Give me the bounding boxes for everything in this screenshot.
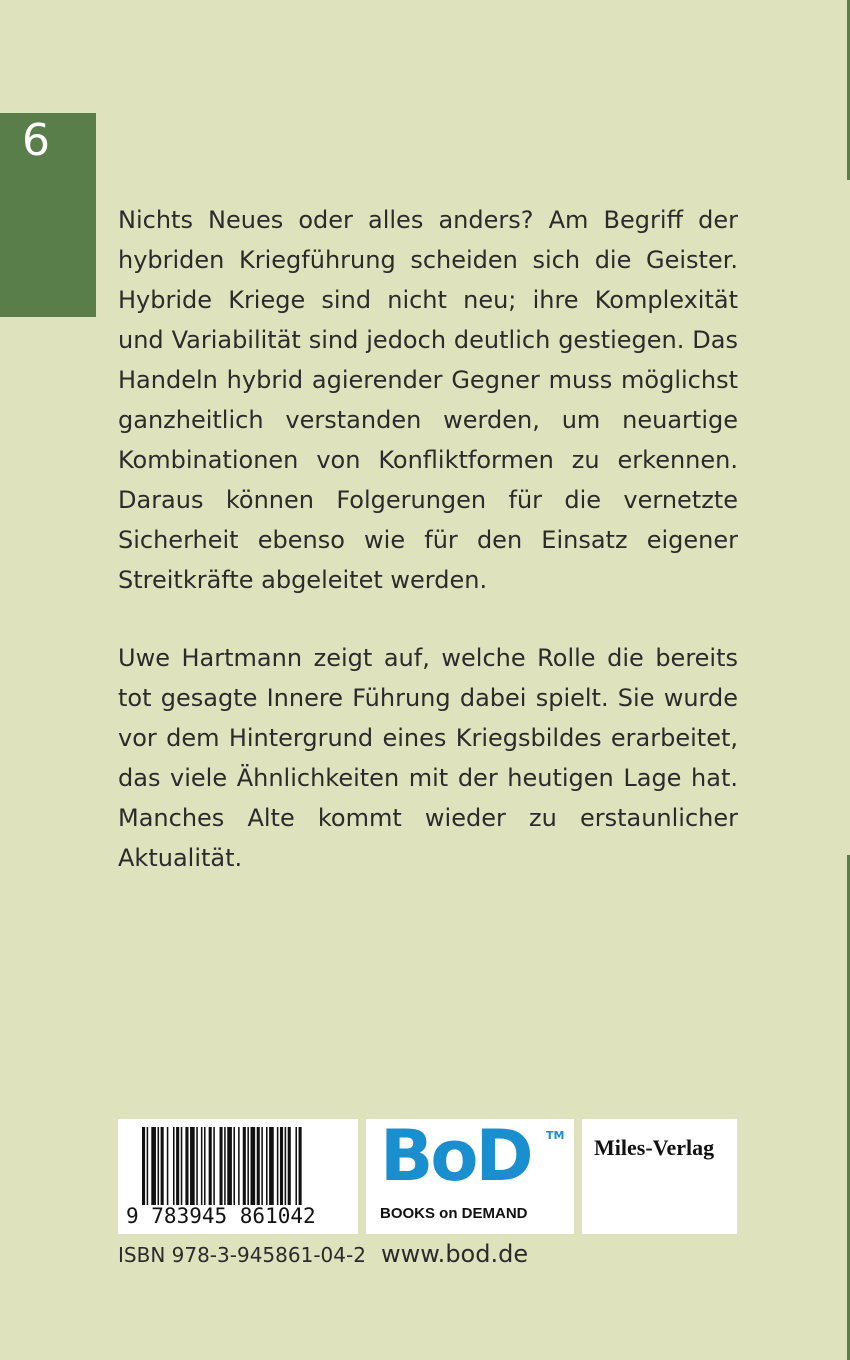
barcode-bar	[190, 1127, 195, 1205]
barcode-graphic	[142, 1127, 352, 1205]
barcode-bar	[151, 1127, 156, 1205]
barcode-bar	[167, 1127, 169, 1205]
bod-logo-panel	[366, 1115, 574, 1234]
barcode-panel	[118, 1119, 358, 1234]
barcode-bar	[238, 1127, 240, 1205]
barcode-bar	[181, 1127, 183, 1205]
barcode-bar	[142, 1127, 145, 1205]
imprint-logo-panel	[582, 1119, 737, 1234]
blurb-paragraph-1: Nichts Neues oder alles anders? Am Begriff der hybriden Kriegführung scheiden sich die Geister. Hybride Kriege sind nicht neu; ihre Komplexität und Variabilität sind jedoch deutlich gestiegen. Das Handeln hybrid agierender Gegner muss möglichst ganzheitlich verstanden werden, um neuartige Kombinationen von Konfliktformen zu erkennen. Daraus können Folgerungen für die vernetzte Sicherheit ebenso wie für den Einsatz eigener Streitkräfte abgeleitet werden.	[118, 206, 738, 594]
barcode-bar	[161, 1127, 164, 1205]
barcode-bar	[277, 1127, 279, 1205]
barcode-bar	[257, 1127, 260, 1205]
imprint-name: Miles-Verlag	[594, 1135, 715, 1160]
barcode-bar	[196, 1127, 198, 1205]
barcode-bar	[266, 1127, 268, 1205]
trademark-mark: TM	[546, 1129, 565, 1142]
barcode-bar	[173, 1127, 175, 1205]
blurb-paragraph-2: Uwe Hartmann zeigt auf, welche Rolle die bereits tot gesagte Innere Führung dabei spielt. Sie wurde vor dem Hintergrund eines Kriegsbildes erarbeitet, das viele Ähnlichkeiten mit der heutigen Lage hat. Manches Alte kommt wieder zu erstaunlicher Aktualität.	[118, 644, 738, 872]
barcode-bar	[224, 1127, 226, 1205]
bod-logo-wordmark: BoD	[380, 1115, 531, 1197]
back-cover-blurb	[118, 200, 738, 916]
barcode-bar	[176, 1127, 179, 1205]
barcode-bar	[295, 1127, 297, 1205]
volume-number-block	[0, 113, 96, 317]
barcode-bar	[201, 1127, 203, 1205]
barcode-bar	[158, 1127, 160, 1205]
barcode-bar	[220, 1127, 223, 1205]
barcode-bar	[285, 1127, 287, 1205]
barcode-bar	[280, 1127, 283, 1205]
isbn-text: ISBN 978-3-945861-04-2	[118, 1243, 366, 1267]
barcode-bar	[213, 1127, 215, 1205]
barcode-bar	[247, 1127, 249, 1205]
volume-number: 6	[22, 115, 50, 166]
barcode-digits: 9 783945 861042	[126, 1204, 316, 1228]
barcode-bar	[251, 1127, 256, 1205]
barcode-bar	[299, 1127, 302, 1205]
barcode-bar	[233, 1127, 235, 1205]
barcode-bar	[147, 1127, 149, 1205]
barcode-bar	[227, 1127, 232, 1205]
barcode-bar	[204, 1127, 206, 1205]
barcode-bar	[288, 1127, 291, 1205]
website-url: www.bod.de	[381, 1240, 529, 1268]
bod-tagline: BOOKS on DEMAND	[380, 1205, 528, 1222]
barcode-bar	[185, 1127, 188, 1205]
barcode-bar	[269, 1127, 274, 1205]
barcode-bar	[209, 1127, 212, 1205]
barcode-bar	[243, 1127, 246, 1205]
barcode-bar	[261, 1127, 263, 1205]
